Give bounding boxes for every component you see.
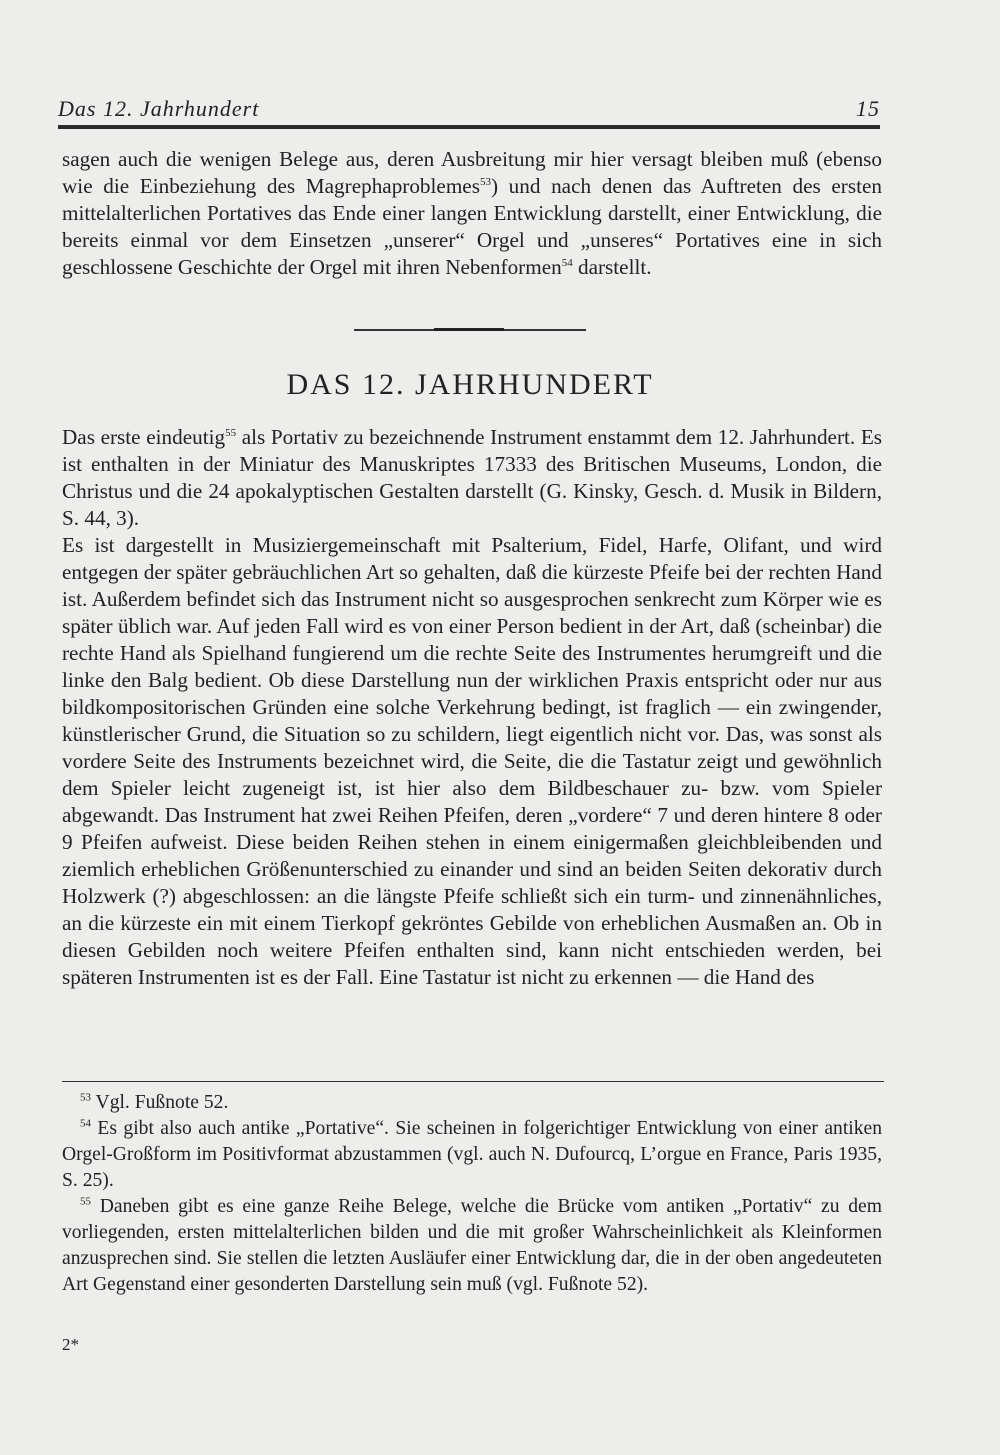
footnote-text: Es gibt also auch antike „Portative“. Sie scheinen in folgerichtiger Entwicklung von einer antiken Orgel-Großform im Positivformat abzustammen (vgl. auch N. Dufourcq, L’orgue en France, Paris 1935, S. 25). (62, 1118, 882, 1191)
footnote-mark: 53 (80, 1091, 91, 1104)
footnote-ref-54: 54 (561, 256, 573, 269)
footnote-54 (62, 1116, 882, 1194)
running-head (58, 94, 880, 124)
signature-mark: 2* (62, 1335, 79, 1354)
footnote-text: Daneben gibt es eine ganze Reihe Belege, welche die Brücke vom antiken „Portativ“ zu dem vorliegenden, ersten mittelalterlichen bilden und die mit großer Wahrscheinlichkeit als Kleinformen anzusprechen sind. Sie stellen die letzten Ausläufer einer Entwicklung dar, die in der oben angedeuteten Art Gegenstand einer gesonderten Darstellung sein muß (vgl. Fußnote 52). (62, 1196, 882, 1295)
body-text (62, 424, 882, 991)
body-paragraph-2: Es ist dargestellt in Musiziergemeinschaft mit Psalterium, Fidel, Harfe, Olifant, und wird entgegen der später gebräuchlichen Art so gehalten, daß die kürzeste Pfeife bei der rechten Hand ist. Außerdem befindet sich das Instrument nicht so ausgesprochen senkrecht zum Körper wie es später üblich war. Auf jeden Fall wird es von einer Person bedient in der Art, daß (scheinbar) die rechte Hand als Spielhand fungierend um die rechte Seite des Instrumentes herumgreift und die linke den Balg bedient. Ob diese Darstellung nun der wirklichen Praxis entspricht oder nur aus bildkompositorischen Gründen eine solche Verkehrung bedingt, ist fraglich — ein zwingender, künstlerischer Grund, die Situation so zu schildern, liegt eigentlich nicht vor. Das, was sonst als vordere Seite des Instruments bezeichnet wird, die Seite, die die Tastatur zeigt und gewöhnlich dem Spieler leicht zugeneigt ist, ist hier also dem Bildbeschauer zu- bzw. vom Spieler abgewandt. Das Instrument hat zwei Reihen Pfeifen, deren „vordere“ 7 und deren hintere 8 oder 9 Pfeifen aufweist. Diese beiden Reihen stehen in einem einigermaßen gleichbleibenden und ziemlich erheblichen Größenunterschied zu einander und sind an beiden Seiten dekorativ durch Holzwerk (?) abgeschlossen: an die längste Pfeife schließt sich ein turm- und zinnenähnliches, an die kürzeste ein mit einem Tierkopf gekröntes Gebilde von erheblichen Ausmaßen an. Ob in diesen Gebilden noch weitere Pfeifen enthalten sind, kann nicht entschieden werden, bei späteren Instrumenten ist es der Fall. Eine Tastatur ist nicht zu erkennen — die Hand des (62, 533, 882, 989)
footnote-ref-55: 55 (225, 426, 237, 439)
footnotes (62, 1090, 882, 1298)
intro-text-1: sagen auch die wenigen Belege aus, deren Ausbreitung mir hier versagt bleiben muß (ebenso wie die Einbeziehung des Magrephaproblemes (62, 147, 882, 198)
body-p1-text-2: als Portativ zu bezeichnende Instrument enstammt dem 12. Jahrhundert. Es ist enthalten in der Miniatur des Manuskriptes 17333 des Britischen Museums, London, die Christus und die 24 apokalyptischen Gestalten darstellt (G. Kinsky, Gesch. d. Musik in Bildern, S. 44, 3). (62, 425, 883, 530)
intro-text-2: ) und nach denen das Auftreten des ersten mittelalterlichen Portatives das Ende einer langen Entwicklung darstellt, einer Entwicklung, die bereits einmal vor dem Einsetzen „unserer“ Orgel und „unseres“ Portatives eine in sich geschlossene Geschichte der Orgel mit ihren Nebenformen (62, 174, 882, 279)
page-number: 15 (856, 96, 880, 121)
footnote-text: Vgl. Fußnote 52. (91, 1092, 229, 1113)
footnote-53 (62, 1090, 882, 1116)
footnote-55 (62, 1194, 882, 1298)
running-title: Das 12. Jahrhundert (58, 96, 260, 121)
header-rule (58, 125, 880, 129)
intro-text-3: darstellt. (572, 255, 652, 279)
footnote-mark: 55 (80, 1195, 91, 1208)
footnote-ref-53: 53 (479, 175, 491, 188)
section-heading: DAS 12. JAHRHUNDERT (286, 368, 654, 401)
body-paragraph-1 (62, 424, 882, 532)
intro-paragraph (62, 146, 882, 281)
footnote-rule (62, 1081, 884, 1082)
section-divider (354, 329, 586, 331)
body-p1-text-1: Das erste eindeutig (62, 425, 226, 449)
footnote-mark: 54 (80, 1117, 91, 1130)
